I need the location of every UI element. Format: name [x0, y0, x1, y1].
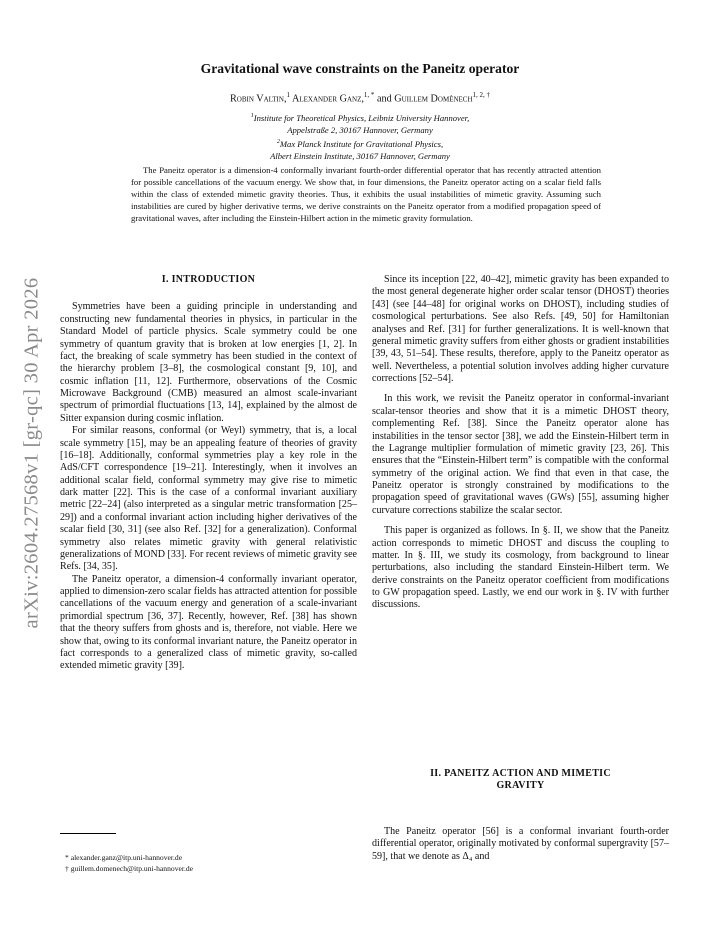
author-domenech: Guillem Domènech	[394, 93, 473, 105]
author-ganz: Alexander Ganz,	[291, 93, 364, 105]
section-2-heading-block	[372, 768, 669, 793]
author-list	[0, 91, 720, 104]
section-1-heading: I. INTRODUCTION	[161, 274, 256, 285]
paper-title: Gravitational wave constraints on the Paneitz operator	[200, 61, 520, 76]
affiliation-2-line-1: Max Planck Institute for Gravitational Physics,	[279, 139, 444, 150]
author-valtin-affil: 1	[286, 91, 290, 99]
author-ganz-affil: 1, *	[363, 91, 375, 99]
right-paragraph-1: Since its inception [22, 40–42], mimetic gravity has been expanded to the most general degenerate higher order scalar tensor (DHOST) theories [43] (see [44–48] for original works on DHOST), including studies of cosmological perturbations. See also Refs. [49, 50] for Hamiltonian analyses and Ref. [31] for further generalizations. It is well-known that general mimetic gravity suffers from either ghosts or gradient instabilities [39, 43, 51–54]. These results, therefore, apply to the Paneitz operator as well. Nevertheless, a potential solution involves adding higher curvature corrections [52–54].	[372, 274, 669, 384]
right-column	[372, 274, 669, 612]
intro-paragraph-2: For similar reasons, conformal (or Weyl) symmetry, that is, a local scale symmetry [15], may be an appealing feature of theories of gravity [16–18]. Additionally, conformal symmetries play a key role in the AdS/CFT correspondence [19–21]. Interestingly, when it involves an additional scalar field, conformal symmetry may give rise to mimetic dark matter [22]. This is the case of a conformal invariant auxiliary metric [22–24] (also interpreted as a singular metric transformation [25–29]) and a conformal invariant action including higher derivatives of the scalar field [30, 31] (see also Ref. [32] for a generalization). Conformal symmetry also relates mimetic gravity with general relativistic generalizations of MOND [33]. For recent reviews of mimetic gravity see Refs. [34, 35].	[60, 425, 357, 573]
arxiv-identifier-margin	[12, 258, 52, 648]
footnotes	[60, 853, 360, 874]
affiliation-2-line-2: Albert Einstein Institute, 30167 Hannover, Germany	[270, 151, 450, 162]
section-2-heading-line-1: II. PANEITZ ACTION AND MIMETIC	[430, 768, 611, 779]
author-domenech-affil: 1, 2, †	[472, 91, 491, 99]
intro-paragraph-1: Symmetries have been a guiding principle in understanding and constructing new fundamental theories in physics, in particular in the Standard Model of particle physics. Scale symmetry could be one symmetry of quantum gravity that is broken at low energies [1, 2]. In fact, the breaking of scale symmetry has been studied in the context of the hierarchy problem [3–8], the cosmological constant [9, 10], and cosmic inflation [11, 12]. Furthermore, observations of the Cosmic Microwave Background (CMB) measured an almost scale-invariant spectrum of primordial fluctuations [13, 14], explained by the almost de Sitter expansion during cosmic inflation.	[60, 301, 357, 424]
affiliation-1-line-2: Appelstraße 2, 30167 Hannover, Germany	[287, 125, 433, 136]
author-conjunction: and	[376, 93, 392, 105]
abstract: The Paneitz operator is a dimension-4 conformally invariant fourth-order differential operator that has recently attracted attention for possible cancellations of the vacuum energy. We show that, in four dimensions, the Paneitz operator acting on a scalar field falls within the class of extended mimetic gravity theories. Thus, it exhibits the usual instabilities of mimetic gravity. Assuming such instabilities are cured by higher derivative terms, we derive constraints on the Paneitz operator from a modified propagation speed of gravitational waves, after including the Einstein-Hilbert action in the mimetic gravity formulation.	[131, 165, 601, 224]
affiliation-1-line-1: Institute for Theoretical Physics, Leibniz University Hannover,	[253, 112, 470, 123]
section-2-heading-line-2: GRAVITY	[496, 780, 545, 792]
footnote-domenech-email: † guillem.domenech@itp.uni-hannover.de	[65, 863, 194, 873]
arxiv-identifier: arXiv:2604.27568v1 [gr-qc] 30 Apr 2026	[20, 277, 43, 629]
footnote-rule	[60, 833, 116, 834]
affiliations	[0, 110, 720, 163]
left-column	[60, 274, 357, 673]
affiliation-2-marker: 2	[276, 139, 280, 146]
section-2-paragraph-1: The Paneitz operator [56] is a conformal invariant fourth-order differential operator, originally motivated by conformal supergravity [57–59], that we denote as Δ₄ and	[372, 826, 669, 862]
affiliation-1-marker: 1	[250, 113, 254, 119]
right-paragraph-2: In this work, we revisit the Paneitz operator in conformal-invariant scalar-tensor theories and show that it is a mimetic DHOST theory, complementing Ref. [38]. Since the Paneitz operator alone has instabilities in the tensor sector [38], we add the Einstein-Hilbert term in the Lagrange multiplier formulation of mimetic gravity [23, 26]. This ensures that the “Einstein-Hilbert term” is compatible with the conformal symmetry of the original action. We find that even in that case, the Paneitz operator is strongly constrained by modifications to the propagation speed of gravitational waves (GWs) [55], assuming higher curvature corrections stabilize the scalar sector.	[372, 393, 669, 516]
intro-paragraph-3: The Paneitz operator, a dimension-4 conformally invariant operator, applied to dimension-zero scalar fields has attracted attention for possible cancellations of the vacuum energy and generation of a scale-invariant primordial spectrum [36, 37]. Recently, however, Ref. [38] has shown that the theory suffers from ghosts and is, therefore, not viable. Here we show that, owing to its conformal invariant nature, the Paneitz operator in fact corresponds to a generalized class of mimetic gravity, so-called extended mimetic gravity [39].	[60, 573, 357, 672]
right-paragraph-3: This paper is organized as follows. In §. II, we show that the Paneitz action corresponds to mimetic DHOST and discuss the coupling to matter. In §. III, we study its cosmology, from background to linear perturbations, also including the standard Einstein-Hilbert term. We derive constraints on the Paneitz operator coefficient from modifications to GW propagation speed. Lastly, we end our work in §. IV with further discussions.	[372, 525, 669, 611]
author-valtin: Robin Valtin,	[229, 93, 287, 105]
footnote-ganz-email: * alexander.ganz@itp.uni-hannover.de	[65, 853, 183, 862]
